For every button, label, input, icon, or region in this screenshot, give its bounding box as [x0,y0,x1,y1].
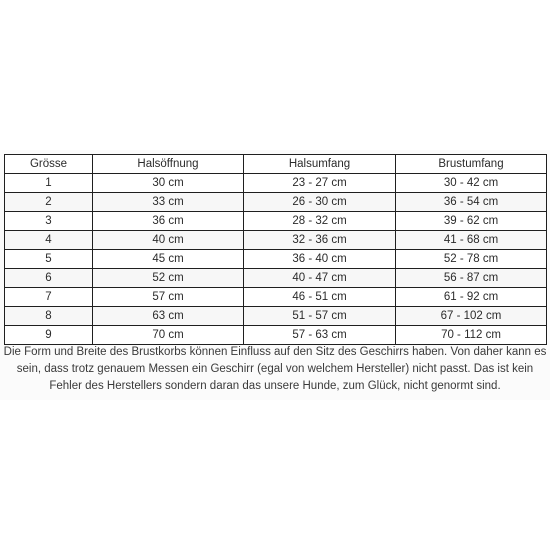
table-row [5,269,547,288]
cell-neck-opening: 70 cm [93,326,244,345]
cell-chest-circumference: 39 - 62 cm [396,212,547,231]
table-row [5,193,547,212]
cell-neck-opening: 33 cm [93,193,244,212]
cell-size: 4 [5,231,93,250]
table-header-row [5,155,547,174]
fit-note: Die Form und Breite des Brustkorbs können Einfluss auf den Sitz des Geschirrs haben. Von daher kann es sein, dass trotz genauem Messen ein Geschirr (egal von welchem Hersteller) nicht passt. Das ist kein Fehler des Herstellers sondern daran das unsere Hunde, zum Glück, nicht genormt sind. [3,346,547,392]
table-row [5,326,547,345]
table-row [5,288,547,307]
table-row [5,174,547,193]
table-row [5,250,547,269]
cell-size: 8 [5,307,93,326]
cell-neck-circumference: 40 - 47 cm [244,269,396,288]
header-size: Grösse [5,155,93,174]
cell-neck-circumference: 32 - 36 cm [244,231,396,250]
cell-size: 3 [5,212,93,231]
size-chart-section [0,150,550,400]
cell-size: 6 [5,269,93,288]
cell-chest-circumference: 61 - 92 cm [396,288,547,307]
cell-neck-circumference: 46 - 51 cm [244,288,396,307]
cell-chest-circumference: 52 - 78 cm [396,250,547,269]
cell-size: 9 [5,326,93,345]
cell-neck-opening: 45 cm [93,250,244,269]
header-neck-circumference: Halsumfang [244,155,396,174]
cell-chest-circumference: 30 - 42 cm [396,174,547,193]
table-row [5,231,547,250]
cell-neck-circumference: 36 - 40 cm [244,250,396,269]
cell-neck-opening: 52 cm [93,269,244,288]
cell-chest-circumference: 41 - 68 cm [396,231,547,250]
cell-size: 5 [5,250,93,269]
cell-size: 2 [5,193,93,212]
cell-neck-opening: 63 cm [93,307,244,326]
cell-neck-circumference: 57 - 63 cm [244,326,396,345]
table-body [5,174,547,345]
cell-neck-circumference: 26 - 30 cm [244,193,396,212]
cell-chest-circumference: 70 - 112 cm [396,326,547,345]
cell-neck-opening: 30 cm [93,174,244,193]
cell-neck-opening: 36 cm [93,212,244,231]
table-row [5,307,547,326]
size-table [4,154,547,345]
cell-size: 7 [5,288,93,307]
cell-neck-opening: 57 cm [93,288,244,307]
cell-neck-circumference: 23 - 27 cm [244,174,396,193]
table-row [5,212,547,231]
cell-neck-circumference: 28 - 32 cm [244,212,396,231]
header-chest-circumference: Brustumfang [396,155,547,174]
header-neck-opening: Halsöffnung [93,155,244,174]
cell-chest-circumference: 36 - 54 cm [396,193,547,212]
cell-neck-circumference: 51 - 57 cm [244,307,396,326]
cell-chest-circumference: 67 - 102 cm [396,307,547,326]
cell-size: 1 [5,174,93,193]
cell-chest-circumference: 56 - 87 cm [396,269,547,288]
cell-neck-opening: 40 cm [93,231,244,250]
